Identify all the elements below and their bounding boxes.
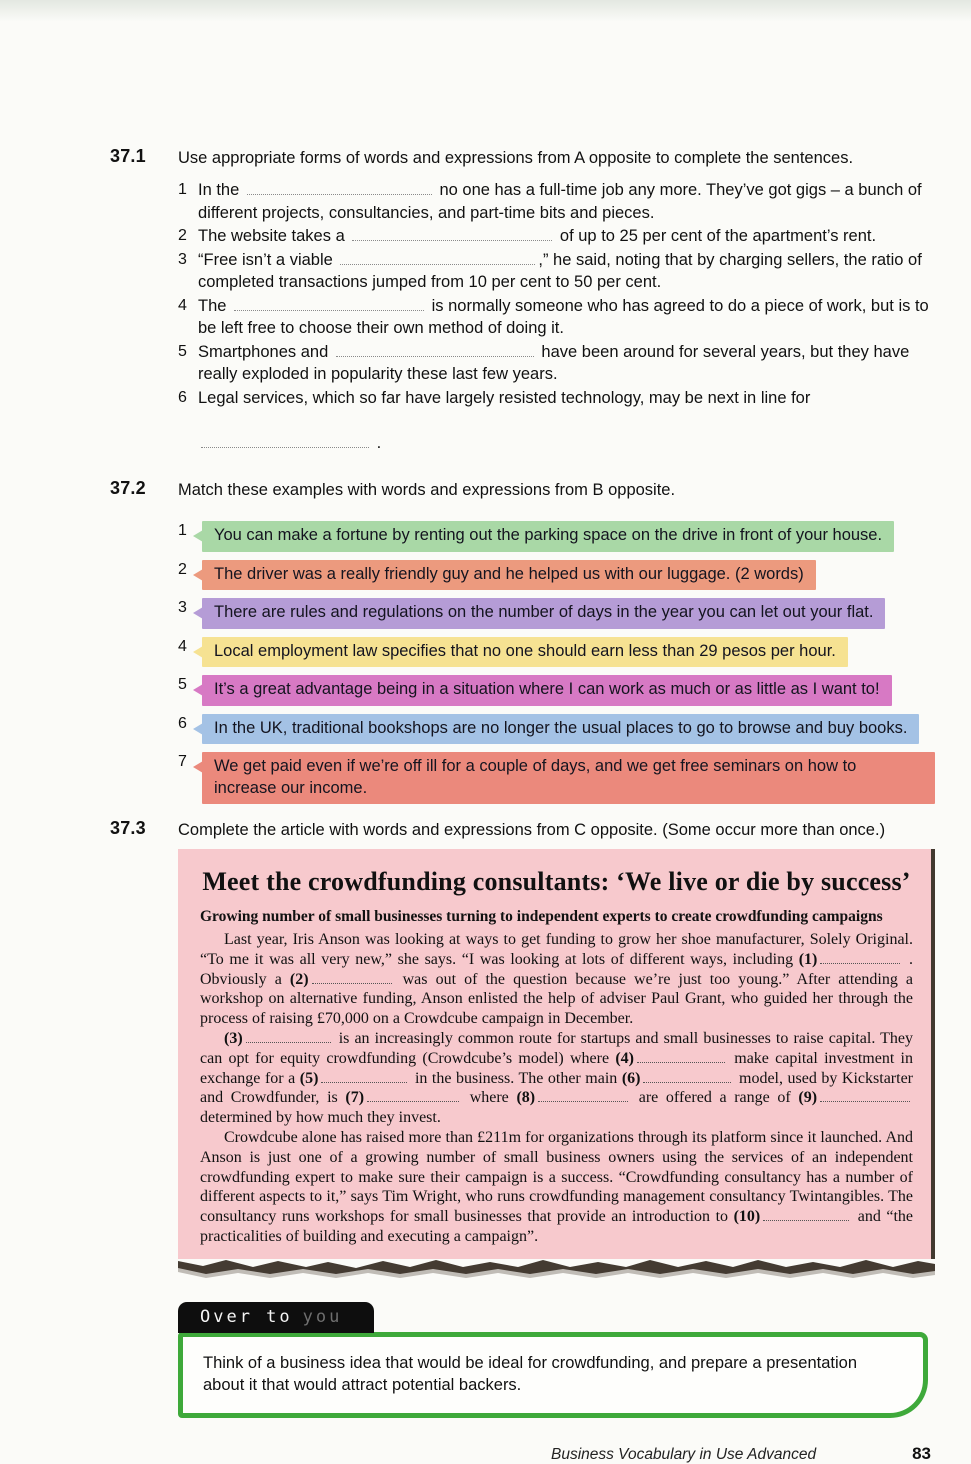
answer-blank [340, 251, 535, 265]
answer-blank [321, 1071, 407, 1083]
highlighted-example-bar [202, 560, 816, 591]
over-to-you-tab [178, 1302, 374, 1333]
answer-blank [538, 1090, 628, 1102]
item-number: 2 [178, 227, 187, 244]
exercise-37-2-items [178, 521, 935, 804]
exercise-37-1-header [110, 146, 935, 169]
gap-number: (2) [289, 970, 309, 988]
bar-tail-arrow-icon [193, 569, 203, 581]
over-to-you-label: Over to [200, 1307, 293, 1328]
page-number: 83 [912, 1443, 931, 1463]
answer-blank [201, 434, 369, 448]
article-paragraphs [200, 930, 913, 1247]
torn-paper-edge [178, 1258, 935, 1280]
example-text: We get paid even if we’re off ill for a couple of days, and we get free seminars on how to increase our income. [214, 757, 857, 797]
answer-blank [247, 181, 432, 195]
item-number: 5 [178, 342, 187, 360]
article-standfirst: Growing number of small businesses turning to independent experts to create crowdfunding campaigns [200, 908, 883, 925]
exercise-37-1-items [178, 179, 935, 454]
answer-blank [763, 1209, 849, 1221]
match-item [178, 714, 935, 745]
article-paragraph: Last year, Iris Anson was looking at ways to get funding to grow her shoe manufacturer, Solely Original. “To me it was all very new,” she says. “I was looking at lots of different ways, including (1) . Obviously a (2) was out of the question because we’re just too young.” After attending a workshop on alternative funding, Anson enlisted the help of adviser Paul Grant, who guided her through the process of raising £70,000 on a Crowdcube campaign in December. [200, 931, 914, 1028]
answer-blank [312, 972, 392, 984]
item-number: 7 [178, 753, 187, 770]
exercise-number: 37.3 [110, 818, 146, 838]
gap-number: (6) [621, 1069, 641, 1087]
match-item [178, 637, 935, 668]
bar-tail-arrow-icon [193, 607, 203, 619]
gap-number: (3) [224, 1029, 243, 1047]
exercise-item [178, 249, 935, 294]
article-headline: Meet the crowdfunding consultants: ‘We live or die by success’ [202, 867, 911, 896]
answer-blank [643, 1071, 731, 1083]
exercise-instruction: Match these examples with words and expressions from B opposite. [178, 481, 676, 499]
highlighted-example-bar [202, 521, 894, 552]
example-text: It’s a great advantage being in a situation where I can work as much or as little as I want to! [214, 680, 880, 698]
answer-blank [234, 297, 424, 311]
answer-blank [352, 227, 552, 241]
item-sentence: “Free isn’t a viable ,” he said, noting that by charging sellers, the ratio of completed transactions jumped from 10 per cent to 50 per cent. [198, 250, 922, 291]
gap-number: (9) [798, 1089, 818, 1107]
item-sentence: The is normally someone who has agreed to do a piece of work, but is to be left free to choose their own method of doing it. [198, 296, 929, 337]
example-text: You can make a fortune by renting out the parking space on the drive in front of your house. [214, 526, 883, 544]
match-item [178, 598, 935, 629]
example-text: In the UK, traditional bookshops are no longer the usual places to go to browse and buy books. [214, 718, 908, 737]
bar-tail-arrow-icon [193, 646, 203, 658]
exercise-number: 37.1 [110, 146, 146, 166]
gap-number: (4) [615, 1049, 634, 1067]
answer-blank [367, 1090, 459, 1102]
exercise-item [178, 295, 935, 340]
item-sentence: In the no one has a full-time job any more. They’ve got gigs – a bunch of different projects, consultancies, and part-time bits and pieces. [198, 181, 922, 222]
bar-tail-arrow-icon [193, 761, 203, 773]
answer-blank [336, 343, 534, 357]
bar-tail-arrow-icon [193, 530, 203, 542]
example-text: Local employment law specifies that no one should earn less than 29 pesos per hour. [214, 641, 836, 660]
gap-number: (5) [299, 1069, 319, 1087]
exercise-item [178, 225, 935, 248]
gap-number: (1) [798, 950, 818, 968]
item-number: 3 [178, 599, 187, 616]
bar-tail-arrow-icon [193, 684, 203, 696]
exercise-instruction: Complete the article with words and expressions from C opposite. (Some occur more than once.) [178, 821, 886, 839]
exercise-number: 37.2 [110, 478, 146, 498]
answer-blank [820, 1090, 910, 1102]
article-paragraph: (3) is an increasingly common route for startups and small businesses to raise capital. They can opt for equity crowdfunding (Crowdcube’s model) where (4) make capital investment in exchange for a (5) in the business. The other main (6) model, used by Kickstarter and Crowdfunder, is (7) where (8) are offered a range of (9) determined by how much they invest. [200, 1029, 914, 1127]
over-to-you-label-accent: you [302, 1307, 343, 1328]
highlighted-example-bar [202, 675, 892, 706]
item-number: 6 [178, 714, 187, 732]
exercise-item [178, 179, 935, 224]
over-to-you-task-text: Think of a business idea that would be ideal for crowdfunding, and prepare a presentation about it that would attract potential backers. [203, 1353, 858, 1394]
answer-blank [246, 1031, 331, 1043]
highlighted-example-bar [202, 637, 848, 668]
item-number: 2 [178, 560, 187, 578]
exercise-item [178, 341, 935, 386]
item-sentence: Smartphones and have been around for several years, but they have really exploded in popularity these last few years. [198, 342, 910, 383]
gap-number: (7) [345, 1089, 365, 1107]
article-paragraph: Crowdcube alone has raised more than £211m for organizations through its platform since it launched. And Anson is just one of a growing number of small business owners using the services of an independent crowdfunding expert to make sure their campaign is a success. “Crowdfunding consultancy has a number of different aspects to it,” says Tim Wright, who runs crowdfunding management consultancy Twintangibles. The consultancy runs workshops for small businesses that provide an introduction to (10) and “the practicalities of building and executing a campaign”. [200, 1128, 914, 1245]
exercise-instruction: Use appropriate forms of words and expressions from A opposite to complete the sentences. [178, 149, 854, 167]
example-text: There are rules and regulations on the number of days in the year you can let out your flat. [214, 603, 874, 621]
article-clipping [178, 849, 935, 1280]
match-item [178, 675, 935, 706]
match-item [178, 521, 935, 552]
highlighted-example-bar [202, 714, 919, 745]
item-number: 4 [178, 296, 187, 314]
page-footer [0, 1444, 931, 1464]
match-item [178, 560, 935, 591]
book-title: Business Vocabulary in Use Advanced [550, 1445, 817, 1463]
item-sentence: Legal services, which so far have largely resisted technology, may be next in line for . [198, 388, 811, 452]
highlighted-example-bar [202, 752, 935, 804]
highlighted-example-bar [202, 598, 885, 629]
item-number: 5 [178, 676, 187, 693]
answer-blank [637, 1051, 725, 1063]
exercise-37-2-header [110, 478, 935, 501]
item-number: 3 [178, 250, 187, 268]
exercise-item [178, 387, 935, 455]
gap-number: (10) [733, 1208, 761, 1226]
example-text: The driver was a really friendly guy and he helped us with our luggage. (2 words) [214, 564, 804, 583]
item-number: 6 [178, 388, 187, 406]
exercise-37-3-header [110, 818, 935, 841]
bar-tail-arrow-icon [193, 723, 203, 735]
over-to-you-task-box [178, 1332, 928, 1418]
answer-blank [820, 952, 900, 964]
match-item [178, 752, 935, 804]
item-number: 1 [178, 522, 187, 539]
item-number: 4 [178, 637, 187, 655]
item-number: 1 [178, 181, 187, 198]
gap-number: (8) [516, 1089, 536, 1107]
item-sentence: The website takes a of up to 25 per cent of the apartment’s rent. [198, 227, 877, 245]
article-body [178, 849, 935, 1259]
